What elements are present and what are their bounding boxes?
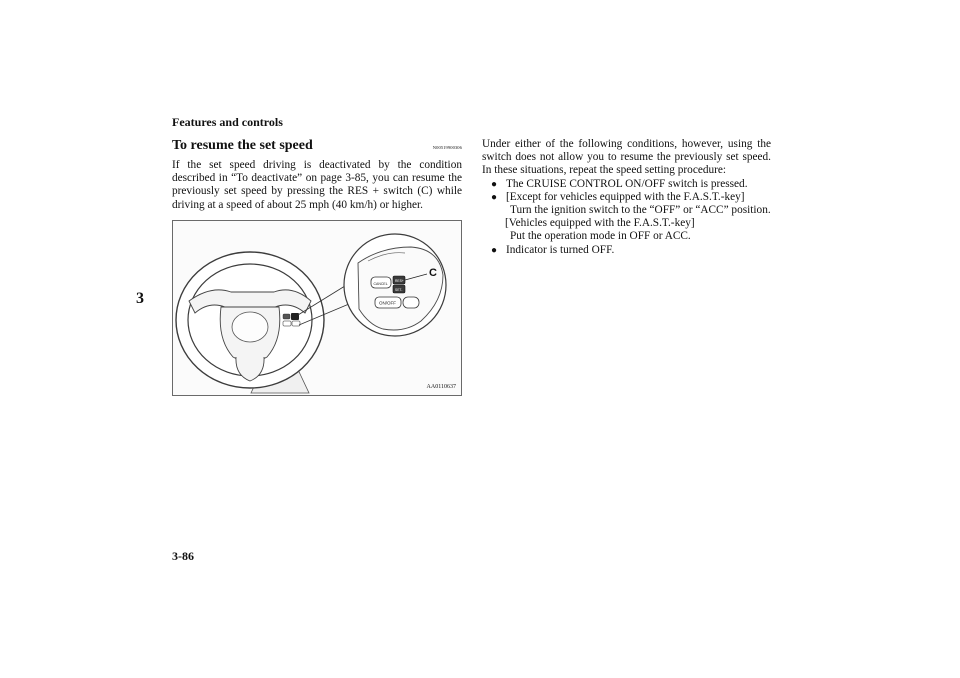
section-title: To resume the set speed: [172, 138, 313, 153]
steering-wheel-figure: [172, 220, 462, 396]
section-reference-code: N00519900306: [432, 145, 462, 150]
steering-wheel-illustration: [173, 221, 461, 395]
svg-text:RES+: RES+: [395, 279, 404, 283]
bullet-icon: ●: [491, 244, 498, 256]
condition-text: Indicator is turned OFF.: [506, 243, 615, 256]
conditions-list: [482, 178, 771, 257]
condition-subtext: Turn the ignition switch to the “OFF” or “ACC” position.: [510, 204, 771, 217]
list-item: [482, 191, 771, 244]
condition-text: [Except for vehicles equipped with the F.A.S.T.-key]: [506, 190, 745, 203]
callout-c-label: C: [429, 267, 437, 279]
figure-code: AA0110637: [426, 384, 456, 390]
bullet-icon: ●: [491, 178, 498, 190]
condition-subtext: [Vehicles equipped with the F.A.S.T.-key]: [505, 217, 695, 230]
svg-text:SET-: SET-: [395, 288, 403, 292]
right-column: [482, 138, 771, 257]
page-header: Features and controls: [172, 115, 283, 129]
resume-paragraph: If the set speed driving is deactivated by the condition described in “To deactivate” on page 3-85, you can resume the previously set speed by pressing the RES + switch (C) while driving at a speed of about 25 mph (40 km/h) or higher.: [172, 159, 462, 211]
svg-text:ON/OFF: ON/OFF: [379, 300, 396, 306]
list-item: [482, 178, 771, 191]
condition-text: The CRUISE CONTROL ON/OFF switch is pressed.: [506, 177, 748, 190]
page-number: 3-86: [172, 549, 194, 563]
left-column: [172, 137, 462, 212]
section-header: [172, 137, 462, 157]
bullet-icon: ●: [491, 191, 498, 203]
chapter-tab: 3: [136, 290, 144, 307]
list-item: [482, 244, 771, 257]
conditions-intro: Under either of the following conditions, however, using the switch does not allow you to resume the previously set speed. In these situations, repeat the speed setting procedure:: [482, 138, 771, 177]
condition-subtext: Put the operation mode in OFF or ACC.: [510, 230, 691, 243]
svg-text:CANCEL: CANCEL: [373, 282, 388, 286]
